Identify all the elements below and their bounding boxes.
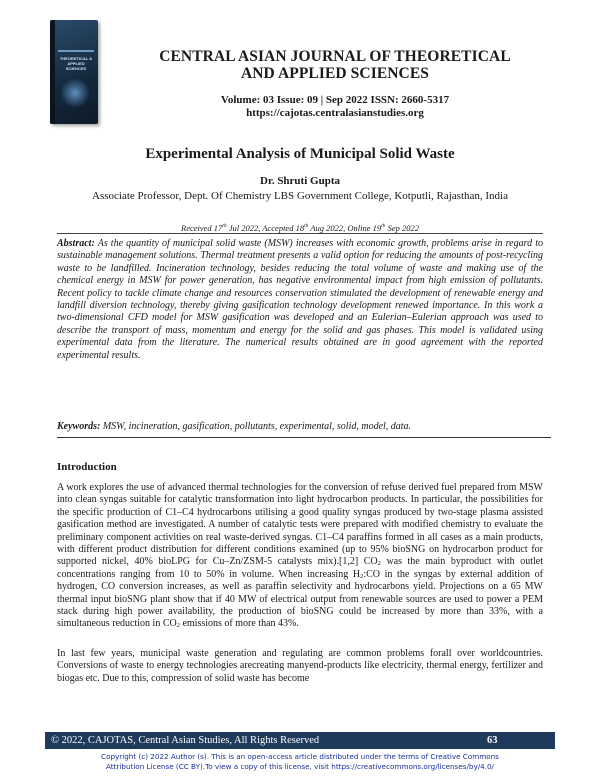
journal-cover-image bbox=[50, 20, 98, 124]
footer-bar bbox=[45, 732, 555, 749]
received-date: Received 17 bbox=[181, 222, 223, 233]
paper-title: Experimental Analysis of Municipal Solid Waste bbox=[145, 146, 455, 162]
license-line-2[interactable]: Attribution License (CC BY).To view a copy of this license, visit https://creativecommons.org/licenses/by/4.0/ bbox=[106, 762, 494, 771]
para1-part-a: A work explores the use of advanced thermal technologies for the conversion of refuse derived fuel prepared from MSW into clean syngas suitable for catalytic transformation into light hydrocarbon products. In particular, the possibilities for the specific production of C1–C4 hydrocarbons utilising a good quality syngas produced by two-stage plasma assisted gasification method are investigated. A number of catalytic tests were prepared with modified chemistry to evaluate the preliminary component activities on real waste-derived syngas. C1–C4 paraffins formed in all cases as a main products, with different product distribution for different conditions examined (up to 95% bioSNG on hydrocarbon product for supported nickel, 40% bioLPG for Cu–Zn/ZSM-5 catalysts mix).[1,2] CO bbox=[57, 482, 543, 568]
author-affiliation: Associate Professor, Dept. Of Chemistry LBS Government College, Kotputli, Rajasthan, India bbox=[92, 190, 508, 202]
license-notice bbox=[45, 752, 555, 772]
keywords bbox=[57, 421, 543, 433]
cover-spine bbox=[50, 20, 55, 124]
cover-stripe bbox=[58, 50, 94, 52]
introduction-paragraph-1 bbox=[57, 482, 543, 631]
section-heading-introduction: Introduction bbox=[57, 461, 117, 473]
abstract bbox=[57, 238, 543, 362]
journal-title-line-1: CENTRAL ASIAN JOURNAL OF THEORETICAL bbox=[159, 48, 511, 65]
abstract-text: As the quantity of municipal solid waste (MSW) increases with economic growth, problems arise in regard to sustainable management solutions. Thermal treatment presents a valid option for reducing the amounts of post-recycling waste to be landfilled. Incineration technology, besides reducing the total volume of waste and making use of the chemical energy in MSW for power generation, has negative environmental impact from high emission of pollutants. Recent policy to tackle climate change and resources conservation stimulated the development of renewable energy and landfill diversion technology, thereby giving gasification technology development renewed importance. In this work a two-dimensional CFD model for MSW gasification was developed and an Eulerian–Eulerian approach was used to describe the transport of mass, momentum and energy for the solid and gas phases. This model is validated using experimental data from the literature. The numerical results obtained are in good agreement with the reported experimental results. bbox=[57, 238, 543, 361]
para1-subscript-3: 2 bbox=[176, 622, 180, 630]
cover-graphic bbox=[60, 78, 90, 108]
para1-part-b: was the main byproduct with outlet concentrations ranging from 10 to 50% in volume. When increasing H bbox=[57, 556, 543, 580]
para1-part-d: emissions of more than 43%. bbox=[179, 618, 299, 630]
received-ordinal: th bbox=[222, 223, 227, 229]
introduction-paragraph-2: In last few years, municipal waste generation and regulating are common problems forall over worldcountries. Conversions of waste to energy technologies arecreating manyend-products like electricity, thermal energy, fertilizer and biogas etc. Due to this, compression of solid waste has become bbox=[57, 648, 543, 684]
license-line-1: Copyright (c) 2022 Author (s). This is an open-access article distributed under the terms of Creative Commons bbox=[101, 752, 499, 761]
para1-subscript-1: 2 bbox=[377, 560, 381, 568]
cover-label: THEORETICAL & APPLIED SCIENCES bbox=[59, 56, 93, 71]
online-ordinal: th bbox=[381, 223, 386, 229]
online-date-suffix: Sep 2022 bbox=[385, 222, 419, 233]
online-date: Aug 2022, Online 19 bbox=[308, 222, 382, 233]
author-name: Dr. Shruti Gupta bbox=[260, 175, 340, 187]
keywords-label: Keywords: bbox=[57, 421, 101, 432]
article-dates bbox=[40, 221, 560, 233]
abstract-label: Abstract: bbox=[57, 238, 95, 249]
keywords-rule bbox=[57, 437, 551, 438]
para1-subscript-2: 2 bbox=[360, 572, 364, 580]
accepted-ordinal: th bbox=[304, 223, 309, 229]
footer-copyright: © 2022, CAJOTAS, Central Asian Studies, All Rights Reserved bbox=[51, 735, 320, 746]
journal-website-link[interactable]: https://cajotas.centralasianstudies.org bbox=[246, 107, 424, 119]
page-number: 63 bbox=[487, 735, 498, 746]
journal-title-line-2: AND APPLIED SCIENCES bbox=[240, 65, 430, 82]
accepted-date: Jul 2022, Accepted 18 bbox=[226, 222, 305, 233]
issue-info: Volume: 03 Issue: 09 | Sep 2022 ISSN: 2660-5317 bbox=[220, 94, 450, 106]
keywords-text: MSW, incineration, gasification, pollutants, experimental, solid, model, data. bbox=[100, 421, 412, 432]
journal-title bbox=[110, 48, 560, 82]
abstract-top-rule bbox=[57, 233, 543, 234]
para1-part-c: :CO in the syngas by external addition of hydrogen, CO conversion increases, as well as paraffin selectivity and hydrocarbons yield. Projections on a 65 MW thermal input bioSNG plant show that if 40 MW of electrical output from renewable sources are used to power a PEM stack during high power availability, the production of bioSNG could be increased by more than 33%, with a simultaneous reduction in CO bbox=[57, 568, 543, 630]
